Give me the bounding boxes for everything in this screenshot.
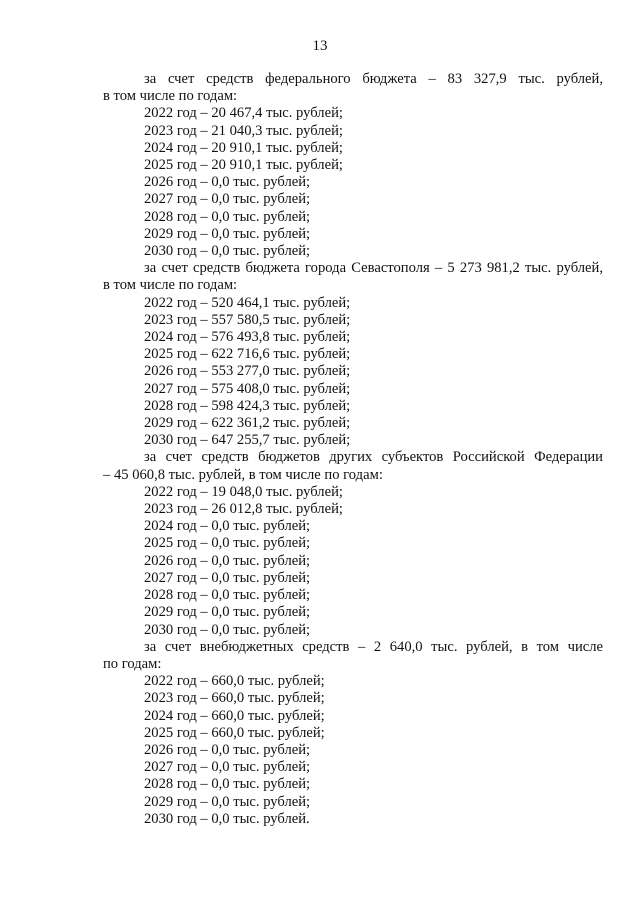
list-item: 2023 год – 21 040,3 тыс. рублей;: [144, 122, 343, 139]
year-list: [103, 295, 603, 450]
list-item: 2026 год – 0,0 тыс. рублей;: [144, 741, 311, 758]
section-intro-first-line: за счет средств федерального бюджета – 83 327,9 тыс. рублей,: [144, 71, 603, 87]
list-item: 2027 год – 0,0 тыс. рублей;: [144, 759, 311, 776]
list-item: 2028 год – 0,0 тыс. рублей;: [144, 208, 311, 225]
section-intro-continuation: по годам:: [103, 655, 162, 672]
list-item: 2028 год – 0,0 тыс. рублей;: [144, 776, 311, 793]
document-body: [103, 71, 603, 828]
year-list: [103, 673, 603, 828]
list-item: 2027 год – 0,0 тыс. рублей;: [144, 191, 311, 208]
funding-other-regions-budgets: [103, 449, 603, 638]
list-item: 2024 год – 0,0 тыс. рублей;: [144, 518, 311, 535]
list-item: 2029 год – 622 361,2 тыс. рублей;: [144, 415, 351, 432]
list-item: 2024 год – 576 493,8 тыс. рублей;: [144, 329, 351, 346]
list-item: 2030 год – 0,0 тыс. рублей;: [144, 243, 311, 260]
list-item: 2029 год – 0,0 тыс. рублей;: [144, 604, 311, 621]
list-item: 2026 год – 0,0 тыс. рублей;: [144, 174, 311, 191]
list-item: 2025 год – 622 716,6 тыс. рублей;: [144, 346, 351, 363]
funding-federal-budget: [103, 71, 603, 260]
list-item: 2030 год – 0,0 тыс. рублей.: [144, 810, 310, 827]
section-intro-continuation: в том числе по годам:: [103, 88, 238, 105]
list-item: 2028 год – 0,0 тыс. рублей;: [144, 587, 311, 604]
list-item: 2024 год – 660,0 тыс. рублей;: [144, 707, 325, 724]
list-item: 2027 год – 575 408,0 тыс. рублей;: [144, 380, 351, 397]
section-intro-continuation: – 45 060,8 тыс. рублей, в том числе по годам:: [103, 466, 383, 483]
page-number: 13: [312, 38, 328, 54]
list-item: 2023 год – 660,0 тыс. рублей;: [144, 690, 325, 707]
year-list: [103, 484, 603, 639]
list-item: 2030 год – 0,0 тыс. рублей;: [144, 621, 311, 638]
list-item: 2026 год – 0,0 тыс. рублей;: [144, 552, 311, 569]
list-item: 2030 год – 647 255,7 тыс. рублей;: [144, 432, 351, 449]
list-item: 2022 год – 20 467,4 тыс. рублей;: [144, 105, 343, 122]
list-item: 2027 год – 0,0 тыс. рублей;: [144, 569, 311, 586]
list-item: 2028 год – 598 424,3 тыс. рублей;: [144, 397, 351, 414]
section-intro-first-line: за счет средств бюджетов других субъектов Российской Федерации: [144, 449, 603, 466]
year-list: [103, 105, 603, 260]
list-item: 2023 год – 26 012,8 тыс. рублей;: [144, 501, 343, 518]
list-item: 2022 год – 19 048,0 тыс. рублей;: [144, 483, 343, 500]
list-item: 2025 год – 0,0 тыс. рублей;: [144, 535, 311, 552]
list-item: 2025 год – 20 910,1 тыс. рублей;: [144, 157, 343, 174]
section-intro-continuation: в том числе по годам:: [103, 277, 238, 294]
list-item: 2025 год – 660,0 тыс. рублей;: [144, 724, 325, 741]
list-item: 2029 год – 0,0 тыс. рублей;: [144, 793, 311, 810]
list-item: 2022 год – 520 464,1 тыс. рублей;: [144, 294, 351, 311]
list-item: 2023 год – 557 580,5 тыс. рублей;: [144, 311, 351, 328]
list-item: 2026 год – 553 277,0 тыс. рублей;: [144, 363, 351, 380]
list-item: 2022 год – 660,0 тыс. рублей;: [144, 673, 325, 690]
section-intro-first-line: за счет внебюджетных средств – 2 640,0 тыс. рублей, в том числе: [144, 638, 603, 655]
list-item: 2024 год – 20 910,1 тыс. рублей;: [144, 139, 343, 156]
section-intro-first-line: за счет средств бюджета города Севастополя – 5 273 981,2 тыс. рублей,: [144, 260, 603, 277]
funding-extrabudgetary: [103, 639, 603, 828]
list-item: 2029 год – 0,0 тыс. рублей;: [144, 225, 311, 242]
funding-sevastopol-budget: [103, 260, 603, 449]
